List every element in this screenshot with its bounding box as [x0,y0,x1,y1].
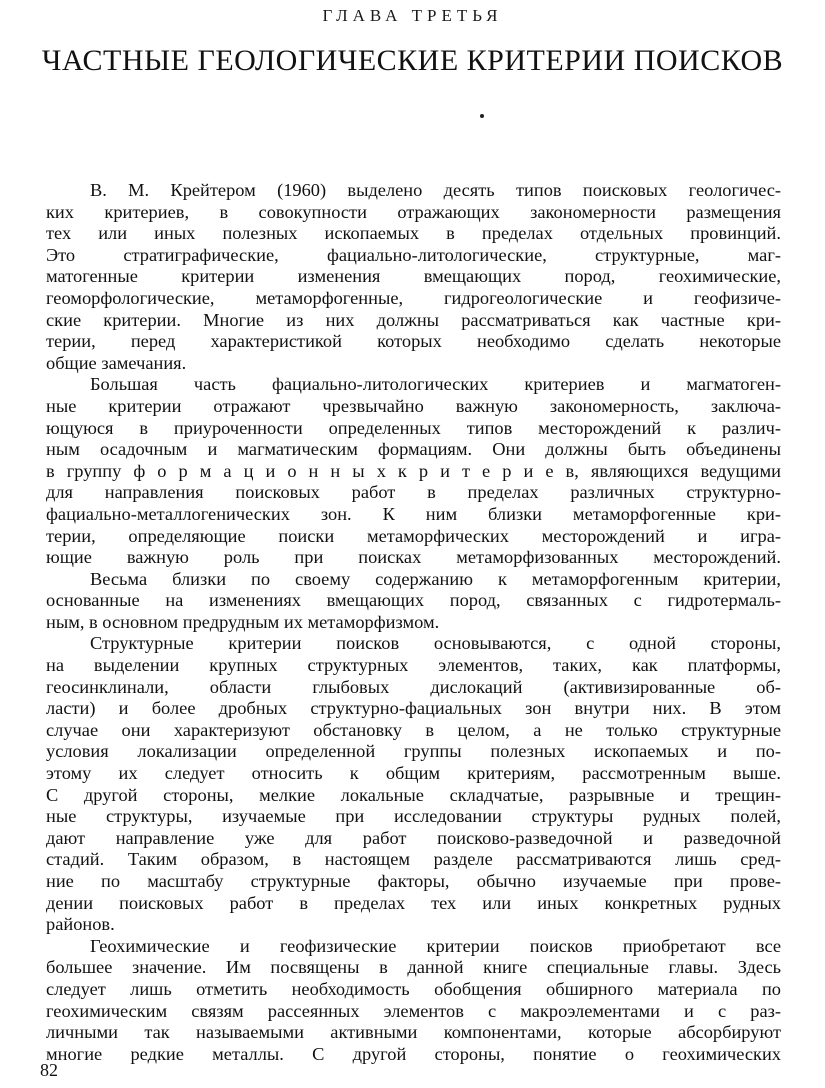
text-line: геоморфологические, метаморфогенные, гидрогеологические и геофизиче- [46,287,781,308]
text-line: Большая часть фациально-литологических критериев и магматоген- [90,374,781,395]
text-line: районов. [46,914,115,935]
text-line: ные структуры, изучаемые при исследовании структуры рудных полей, [46,806,781,827]
text-line: основанные на изменениях вмещающих пород, связанных с гидротермаль- [46,590,781,611]
text-line: Структурные критерии поисков основываются, с одной стороны, [90,633,781,654]
chapter-label: ГЛАВА ТРЕТЬЯ [322,6,503,25]
text-line: тех или иных полезных ископаемых в пределах отдельных провинций. [46,223,781,244]
text-line: Геохимические и геофизические критерии поисков приобретают все [90,935,781,956]
text-line: геосинклинали, области глыбовых дислокаций (активизированные об- [46,676,781,697]
text-line: ющуюся в приуроченности определенных типов месторождений к различ- [46,417,781,438]
text-line: Это стратиграфические, фациально-литологические, структурные, маг- [46,244,781,265]
text-line: С другой стороны, мелкие локальные складчатые, разрывные и трещин- [46,784,781,805]
text-line: большее значение. Им посвящены в данной книге специальные главы. Здесь [46,957,781,978]
text-line: геохимическим связям рассеянных элементов с макроэлементами и с раз- [46,1000,781,1021]
text-line: ние по масштабу структурные факторы, обычно изучаемые при прове- [46,871,781,891]
text-line: ласти) и более дробных структурно-фациальных зон внутри них. В этом [46,698,781,719]
text-line: многие редкие металлы. С другой стороны, понятие о геохимических [46,1043,781,1064]
text-line: на выделении крупных структурных элементов, таких, как платформы, [46,655,781,676]
page-number: 82 [40,1060,58,1080]
text-line: ным, в основном предрудным их метаморфизмом. [46,611,440,632]
print-speck [480,114,484,118]
body-text [46,180,781,1065]
text-line: дении поисковых работ в пределах тех или иных конкретных рудных [46,892,781,913]
text-line: матогенные критерии изменения вмещающих пород, геохимические, [46,266,781,287]
text-line: случае они характеризуют обстановку в целом, а не только структурные [46,719,781,740]
text-line: терии, перед характеристикой которых необходимо сделать некоторые [46,331,781,352]
text-line: ские критерии. Многие из них должны рассматриваться как частные кри- [46,309,781,330]
text-line: стадий. Таким образом, в настоящем разделе рассматриваются лишь сред- [46,849,781,870]
text-line: ющие важную роль при поисках метаморфизованных месторождений. [46,547,781,568]
text-line: для направления поисковых работ в пределах различных структурно- [46,482,781,503]
text-line: в группу ф о р м а ц и о н н ы х к р и т е р и е в, являющихся ведущими [46,460,781,481]
chapter-title: ЧАСТНЫЕ ГЕОЛОГИЧЕСКИЕ КРИТЕРИИ ПОИСКОВ [41,44,784,77]
text-line: дают направление уже для работ поисково-разведочной и разведочной [46,827,781,848]
text-line: В. М. Крейтером (1960) выделено десять типов поисковых геологичес- [90,180,781,200]
text-line: следует лишь отметить необходимость обобщения обширного материала по [46,978,781,999]
text-line: Весьма близки по своему содержанию к метаморфогенным критерии, [90,568,781,589]
text-line: ным осадочным и магматическим формациям. Они должны быть объединены [46,439,781,460]
text-line: ные критерии отражают чрезвычайно важную закономерность, заключа- [46,395,781,416]
text-line: этому их следует относить к общим критериям, рассмотренным выше. [46,763,781,784]
text-line: терии, определяющие поиски метаморфических месторождений и игра- [46,525,781,546]
text-line: условия локализации определенной группы полезных ископаемых и по- [46,741,781,762]
text-line: ких критериев, в совокупности отражающих закономерности размещения [46,201,781,222]
text-line: личными так называемыми активными компонентами, которые абсорбируют [46,1022,781,1043]
text-line: фациально-металлогенических зон. К ним близки метаморфогенные кри- [46,503,781,524]
text-line: общие замечания. [46,352,187,373]
